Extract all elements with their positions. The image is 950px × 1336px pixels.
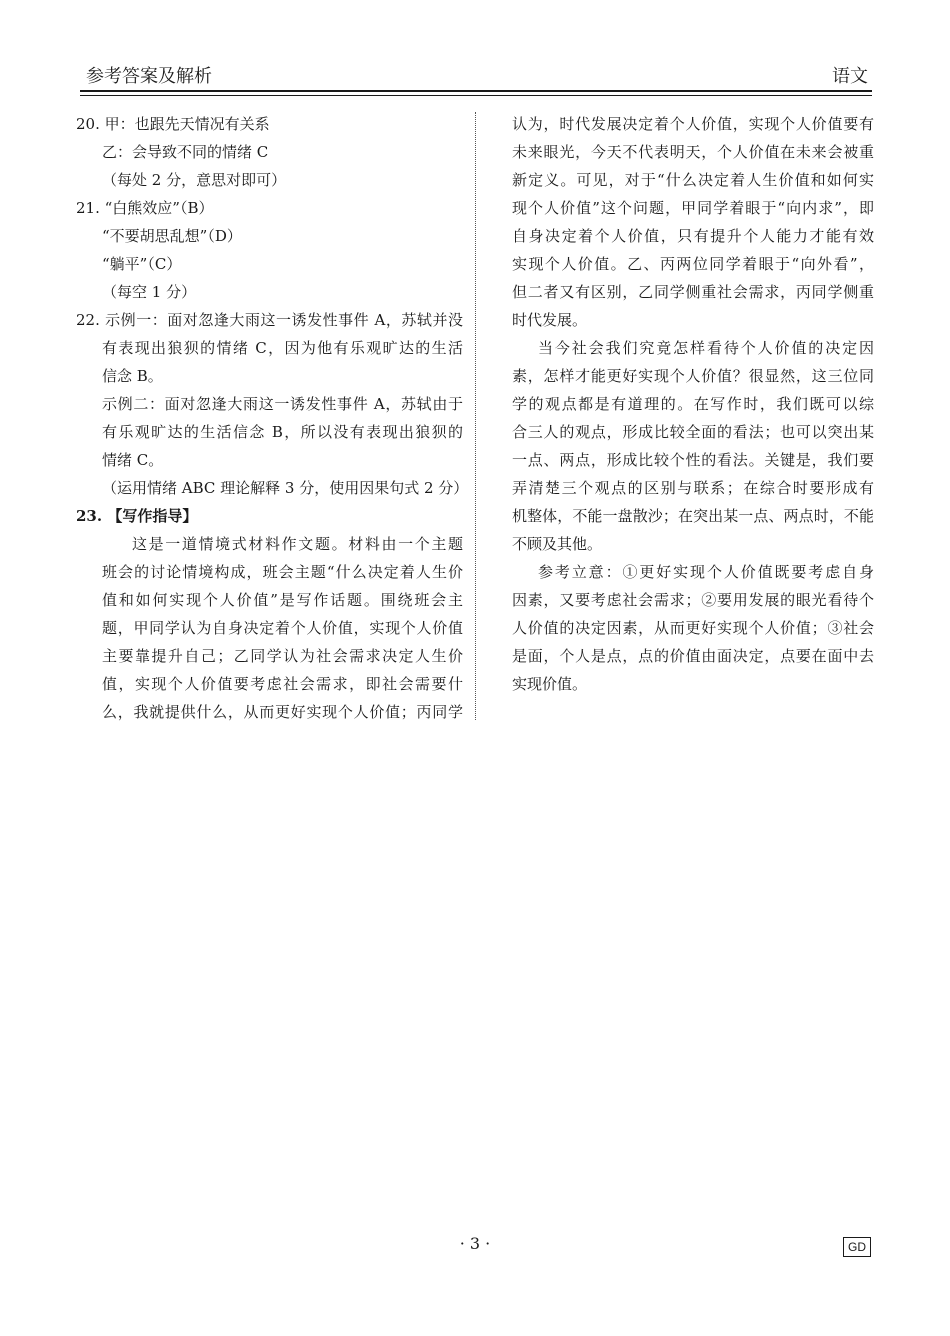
answer-22-line: 有表现出狼狈的情绪 C，因为他有乐观旷达的生活 [102, 339, 463, 357]
paragraph-line: 学的观点都是有道理的。在写作时，我们既可以综 [512, 395, 874, 413]
reference-idea-line: 是面，个人是点，点的价值由面决定，点要在面中去 [512, 647, 874, 665]
answer-22-scoring: （运用情绪 ABC 理论解释 3 分，使用因果句式 2 分） [102, 479, 469, 497]
paragraph-line: 素，怎样才能更好实现个人价值？很显然，这三位同 [512, 367, 874, 385]
page-header [80, 62, 872, 90]
answer-21-line: “躺平”（C） [102, 255, 182, 273]
answer-20-scoring: （每处 2 分，意思对即可） [102, 171, 287, 189]
reference-idea-line: 人价值的决定因素，从而更好实现个人价值；③社会 [512, 619, 874, 637]
answer-20-line: 乙：会导致不同的情绪 C [102, 143, 269, 161]
paragraph-line: 当今社会我们究竟怎样看待个人价值的决定因 [538, 339, 874, 357]
paragraph-line: 弄清楚三个观点的区别与联系；在综合时要形成有 [512, 479, 874, 497]
header-subject: 语文 [832, 66, 868, 87]
reference-idea-line: 因素，又要考虑社会需求；②要用发展的眼光看待个 [512, 591, 874, 609]
answer-23-paragraph-line: 主要靠提升自己；乙同学认为社会需求决定人生价 [102, 647, 463, 665]
left-column [76, 110, 469, 726]
paragraph-line: 不顾及其他。 [512, 535, 603, 553]
answer-22-line: 示例二：面对忽逢大雨这一诱发性事件 A，苏轼由于 [102, 395, 463, 413]
edition-badge: GD [843, 1237, 871, 1257]
answer-20-line: 20. 甲：也跟先天情况有关系 [76, 115, 270, 133]
page-number: · 3 · [459, 1234, 491, 1253]
paragraph-line: 认为，时代发展决定着个人价值，实现个人价值要有 [512, 115, 874, 133]
answer-22-line: 情绪 C。 [102, 451, 164, 469]
paragraph-line: 时代发展。 [512, 311, 588, 329]
paragraph-line: 自身决定着个人价值，只有提升个人能力才能有效 [512, 227, 874, 245]
answer-21-scoring: （每空 1 分） [102, 283, 197, 301]
answer-22-line: 有乐观旷达的生活信念 B，所以没有表现出狼狈的 [102, 423, 463, 441]
reference-idea-line: 参考立意：①更好实现个人价值既要考虑自身 [538, 563, 874, 581]
paragraph-line: 未来眼光，今天不代表明天，个人价值在未来会被重 [512, 143, 874, 161]
answer-21-line: 21. “白熊效应”（B） [76, 199, 214, 217]
answer-23-paragraph-line: 题，甲同学认为自身决定着个人价值，实现个人价值 [102, 619, 463, 637]
header-rule-thick [80, 90, 872, 92]
column-divider [475, 112, 476, 720]
answer-23-paragraph-line: 班会的讨论情境构成，班会主题“什么决定着人生价 [102, 563, 463, 581]
right-column [512, 110, 874, 698]
paragraph-line: 新定义。可见，对于“什么决定着人生价值和如何实 [512, 171, 874, 189]
paragraph-line: 现个人价值”这个问题，甲同学着眼于“向内求”，即 [512, 199, 874, 217]
answer-23-paragraph-line: 这是一道情境式材料作文题。材料由一个主题 [132, 535, 463, 553]
answer-22-line: 22. 示例一：面对忽逢大雨这一诱发性事件 A，苏轼并没 [76, 311, 463, 329]
paragraph-line: 机整体，不能一盘散沙；在突出某一点、两点时，不能 [512, 507, 874, 525]
answer-23-paragraph-line: 么，我就提供什么，从而更好实现个人价值；丙同学 [102, 703, 463, 721]
paragraph-line: 但二者又有区别，乙同学侧重社会需求，丙同学侧重 [512, 283, 874, 301]
paragraph-line: 合三人的观点，形成比较全面的看法；也可以突出某 [512, 423, 874, 441]
answer-21-line: “不要胡思乱想”（D） [102, 227, 242, 245]
header-title: 参考答案及解析 [86, 66, 212, 87]
answer-23-paragraph-line: 值，实现个人价值要考虑社会需求，即社会需要什 [102, 675, 463, 693]
paragraph-line: 一点、两点，形成比较个性的看法。关键是，我们要 [512, 451, 874, 469]
header-rule-thin [80, 95, 872, 96]
answer-22-line: 信念 B。 [102, 367, 163, 385]
reference-idea-line: 实现价值。 [512, 675, 588, 693]
answer-23-paragraph-line: 值和如何实现个人价值”是写作话题。围绕班会主 [102, 591, 463, 609]
paragraph-line: 实现个人价值。乙、丙两位同学着眼于“向外看”， [512, 255, 874, 273]
answer-23-heading: 23. 【写作指导】 [76, 507, 198, 525]
